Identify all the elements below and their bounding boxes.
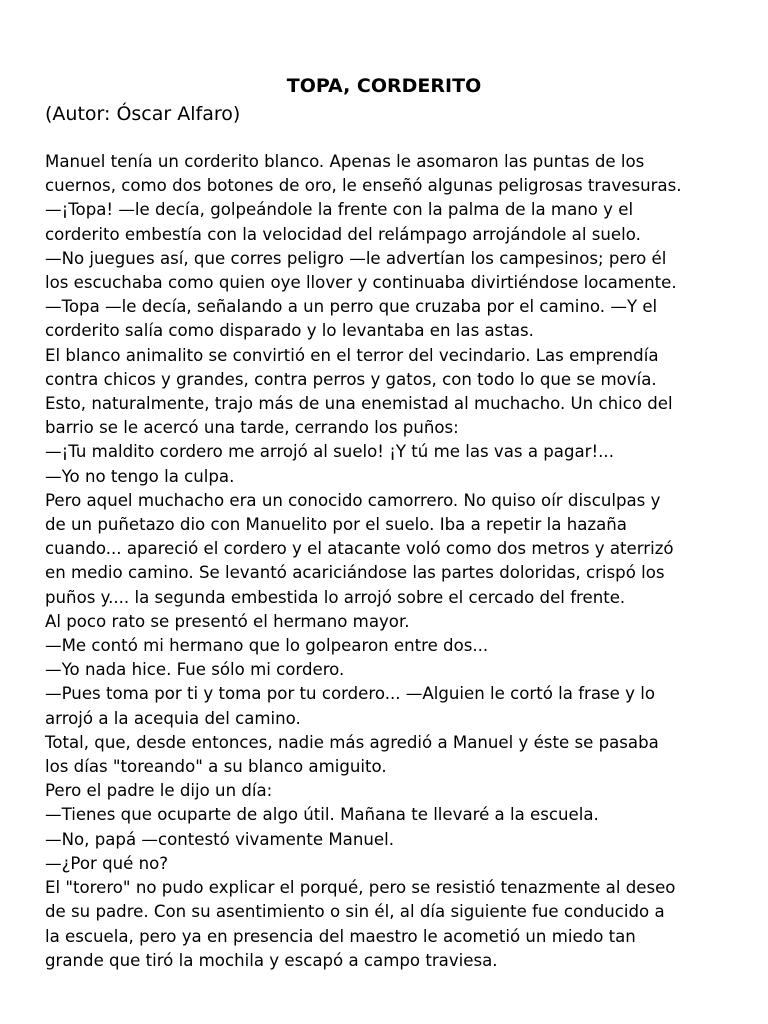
text-line: arrojó a la acequia del camino. [45, 708, 301, 728]
text-line: Esto, naturalmente, trajo más de una enemistad al muchacho. Un chico del [45, 394, 673, 414]
text-line: —Pues toma por ti y toma por tu cordero... —Alguien le cortó la frase y lo [45, 684, 656, 704]
text-line: la escuela, pero ya en presencia del maestro le acometió un miedo tan [45, 926, 636, 946]
text-line: El "torero" no pudo explicar el porqué, pero se resistió tenazmente al deseo [45, 878, 676, 898]
text-line: —¿Por qué no? [45, 853, 169, 873]
text-line: grande que tiró la mochila y escapó a campo traviesa. [45, 950, 498, 970]
text-line: contra chicos y grandes, contra perros y gatos, con todo lo que se movía. [45, 369, 657, 389]
text-line: El blanco animalito se convirtió en el terror del vecindario. Las emprendía [45, 345, 659, 365]
text-line: Manuel tenía un corderito blanco. Apenas le asomaron las puntas de los [45, 152, 645, 171]
text-line: —Tienes que ocuparte de algo útil. Mañana te llevaré a la escuela. [45, 805, 599, 825]
document-title: TOPA, CORDERITO [286, 75, 482, 97]
document-author: (Autor: Óscar Alfaro) [45, 103, 241, 125]
text-line: —Topa —le decía, señalando a un perro que cruzaba por el camino. —Y el [45, 297, 658, 317]
text-line: Pero aquel muchacho era un conocido camorrero. No quiso oír disculpas y [45, 490, 661, 510]
text-line: en medio camino. Se levantó acariciándose las partes doloridas, crispó los [45, 563, 665, 583]
text-line: los días "toreando" a su blanco amiguito. [45, 757, 387, 777]
text-line: barrio se le acercó una tarde, cerrando los puños: [45, 418, 459, 438]
text-line: puños y.... la segunda embestida lo arrojó sobre el cercado del frente. [45, 587, 626, 607]
text-line: —¡Tu maldito cordero me arrojó al suelo! ¡Y tú me las vas a pagar!... [45, 442, 614, 462]
text-line: cuernos, como dos botones de oro, le enseñó algunas peligrosas travesuras. [45, 176, 682, 196]
text-line: —¡Topa! —le decía, golpeándole la frente con la palma de la mano y el [45, 200, 634, 220]
text-line: corderito embestía con la velocidad del relámpago arrojándole al suelo. [45, 224, 641, 244]
text-line: Total, que, desde entonces, nadie más agredió a Manuel y éste se pasaba [45, 732, 659, 752]
text-line: de su padre. Con su asentimiento o sin él, al día siguiente fue conducido a [45, 902, 665, 922]
text-line: cuando... apareció el cordero y el atacante voló como dos metros y aterrizó [45, 539, 674, 559]
text-line: de un puñetazo dio con Manuelito por el suelo. Iba a repetir la hazaña [45, 515, 627, 535]
story-body [45, 150, 735, 973]
text-line: los escuchaba como quien oye llover y continuaba divirtiéndose locamente. [45, 273, 677, 293]
text-line: —No, papá —contestó vivamente Manuel. [45, 829, 394, 849]
text-line: Al poco rato se presentó el hermano mayor. [45, 611, 410, 631]
text-line: —No juegues así, que corres peligro —le advertían los campesinos; pero él [45, 248, 667, 268]
text-line: —Yo no tengo la culpa. [45, 466, 235, 486]
text-line: corderito salía como disparado y lo levantaba en las astas. [45, 321, 534, 341]
text-line: —Me contó mi hermano que lo golpearon entre dos... [45, 636, 489, 656]
text-line: —Yo nada hice. Fue sólo mi cordero. [45, 660, 345, 680]
text-line: Pero el padre le dijo un día: [45, 781, 273, 801]
